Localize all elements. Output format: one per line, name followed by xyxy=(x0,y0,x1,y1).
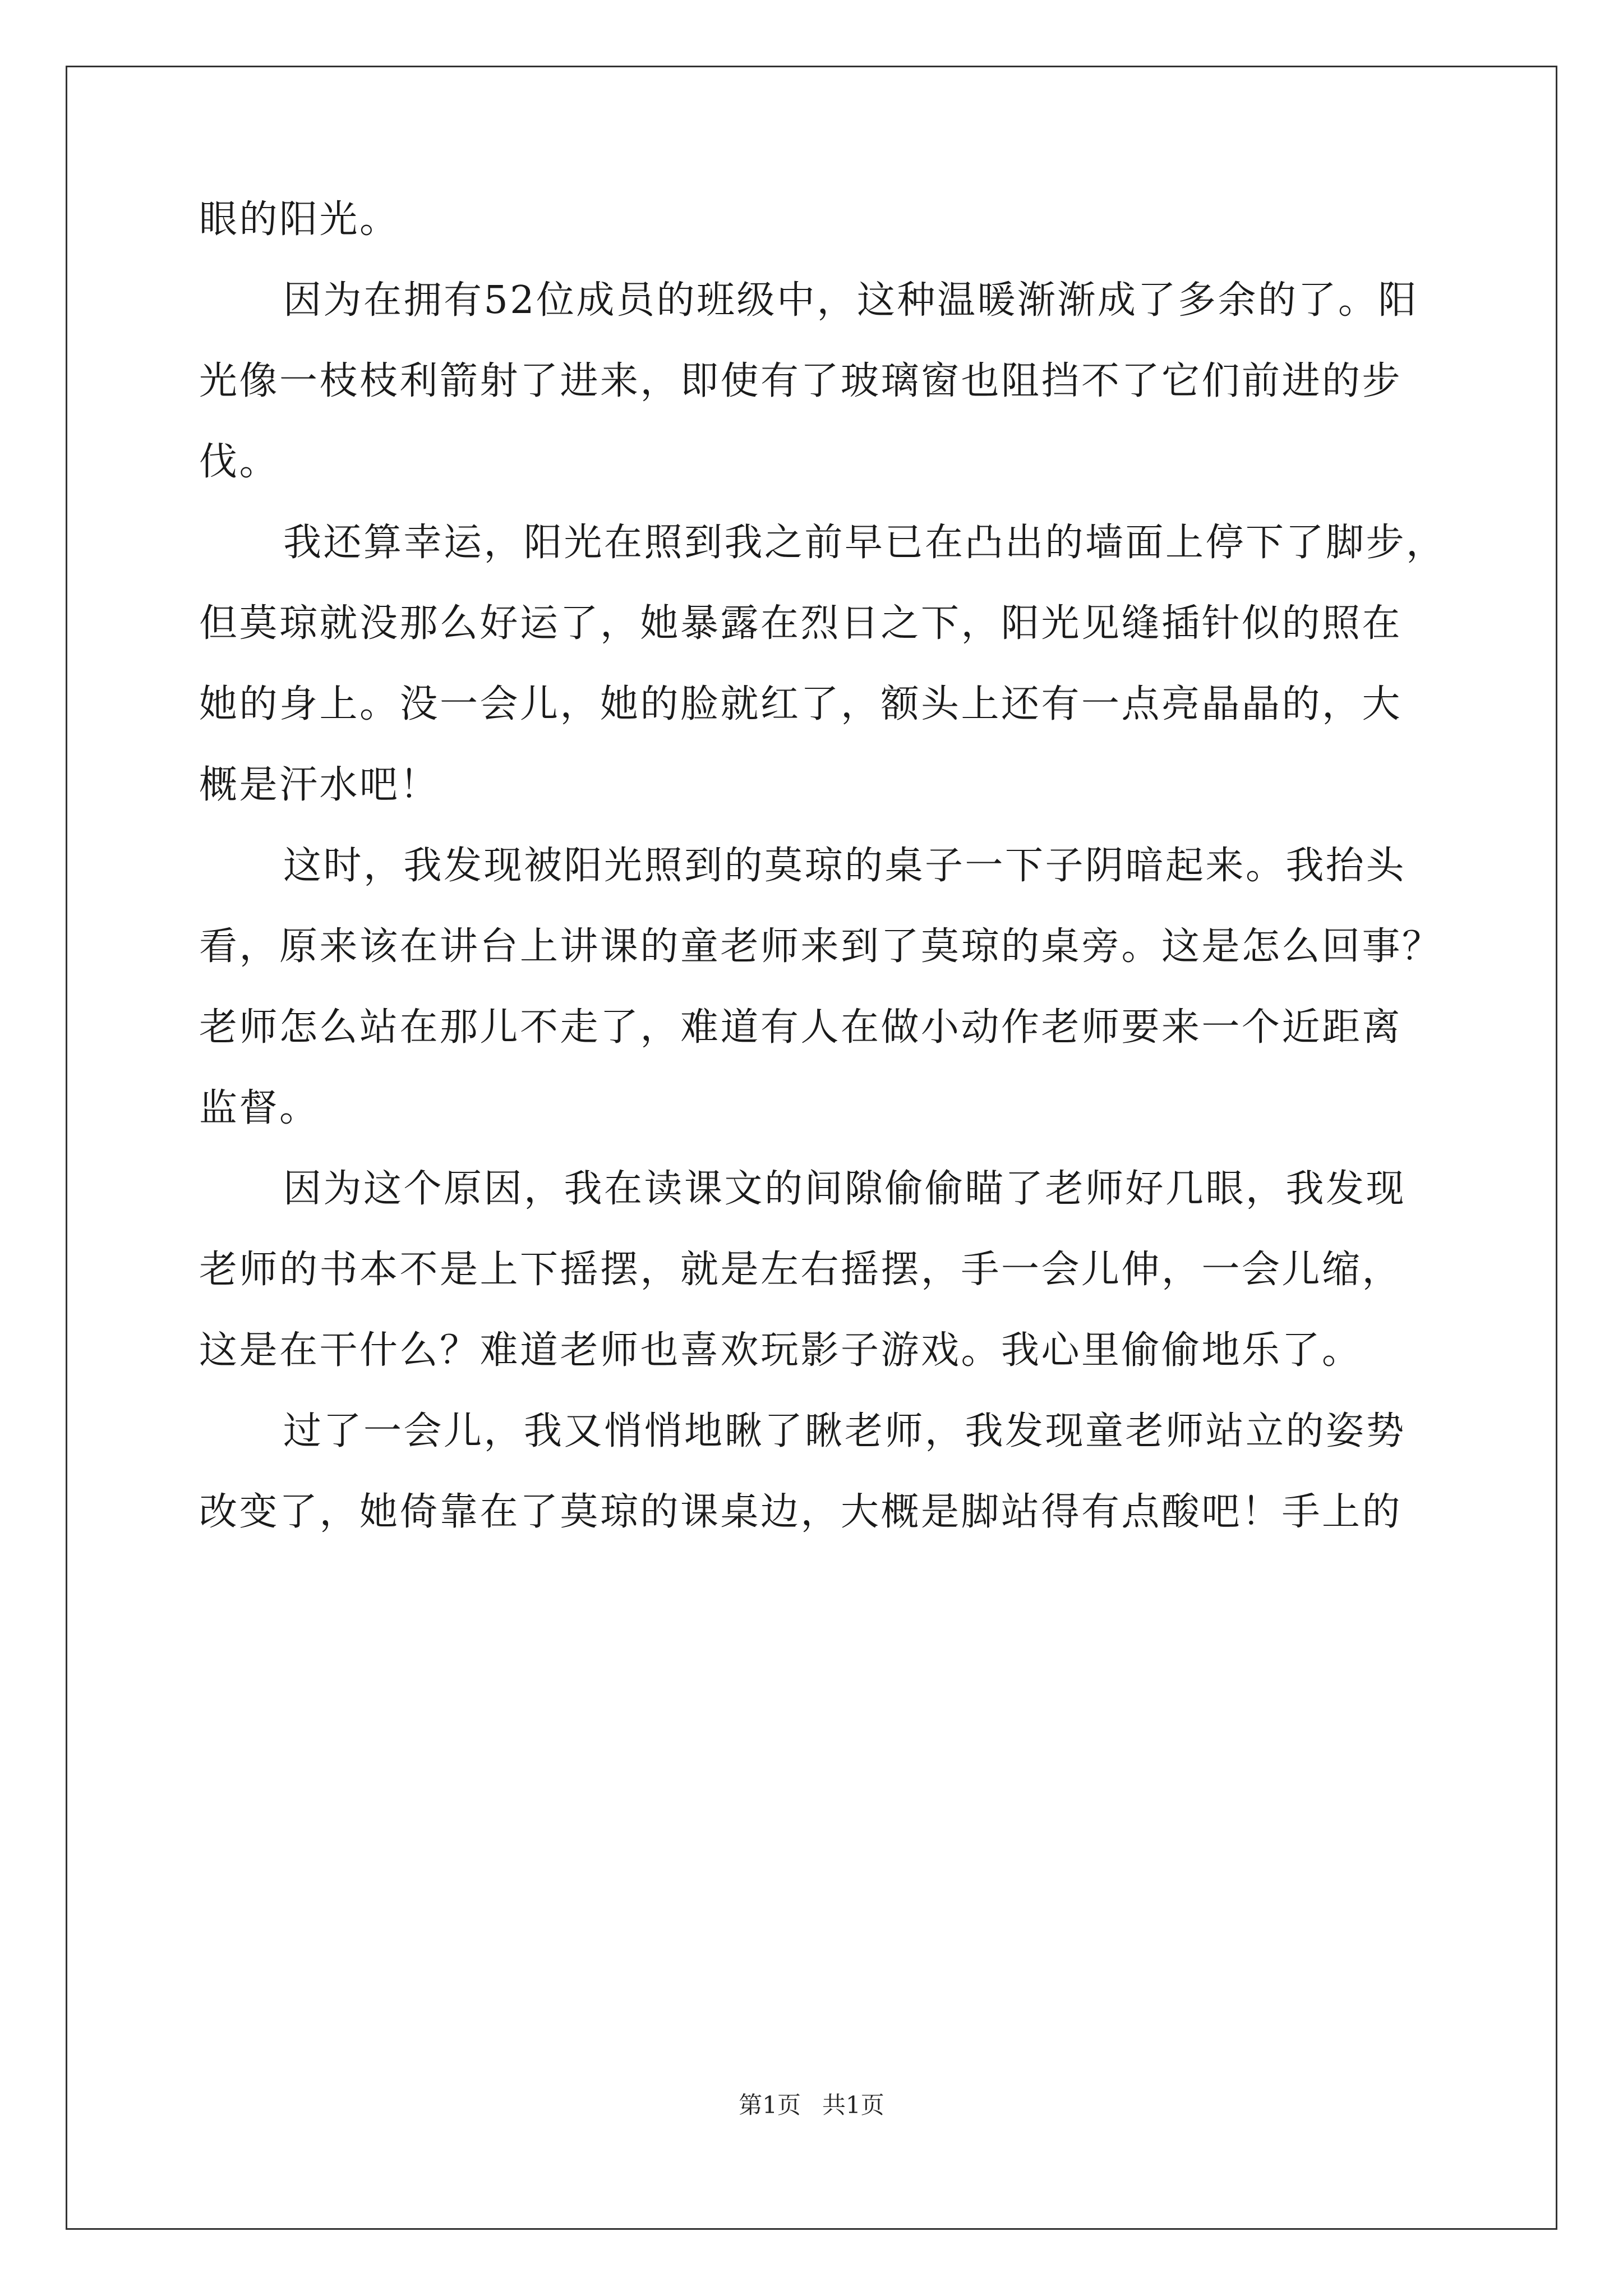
text-line: 伐。 xyxy=(199,440,280,484)
paragraph-start-line: 过了一会儿，我又悄悄地瞅了瞅老师，我发现童老师站立的姿势 xyxy=(283,1409,1407,1453)
paragraph-start-line: 因为这个原因，我在读课文的间隙偷偷瞄了老师好几眼，我发现 xyxy=(283,1167,1407,1211)
page-number: 第1页 xyxy=(739,2091,801,2119)
text-line: 但莫琼就没那么好运了，她暴露在烈日之下，阳光见缝插针似的照在 xyxy=(199,601,1403,646)
page-footer xyxy=(0,2091,1623,2119)
paragraph-start-line: 我还算幸运，阳光在照到我之前早已在凸出的墙面上停下了脚步， xyxy=(283,521,1446,565)
text-line: 这是在干什么？难道老师也喜欢玩影子游戏。我心里偷偷地乐了。 xyxy=(199,1328,1362,1373)
text-line: 光像一枝枝利箭射了进来，即使有了玻璃窗也阻挡不了它们前进的步 xyxy=(199,359,1403,403)
text-line: 改变了，她倚靠在了莫琼的课桌边，大概是脚站得有点酸吧！手上的 xyxy=(199,1490,1403,1534)
text-line: 监督。 xyxy=(199,1086,320,1130)
text-line: 她的身上。没一会儿，她的脸就红了，额头上还有一点亮晶晶的，大 xyxy=(199,682,1403,726)
text-line: 老师的书本不是上下摇摆，就是左右摇摆，手一会儿伸，一会儿缩， xyxy=(199,1248,1403,1292)
paragraph-start-line: 这时，我发现被阳光照到的莫琼的桌子一下子阴暗起来。我抬头 xyxy=(283,844,1407,888)
text-line: 概是汗水吧！ xyxy=(199,763,440,807)
paragraph-start-line: 因为在拥有52位成员的班级中，这种温暖渐渐成了多余的了。阳 xyxy=(283,278,1419,323)
text-line: 看，原来该在讲台上讲课的童老师来到了莫琼的桌旁。这是怎么回事？ xyxy=(199,924,1442,969)
text-line: 老师怎么站在那儿不走了，难道有人在做小动作老师要来一个近距离 xyxy=(199,1005,1403,1050)
page-total: 共1页 xyxy=(822,2091,884,2119)
text-line: 眼的阳光。 xyxy=(199,197,400,242)
